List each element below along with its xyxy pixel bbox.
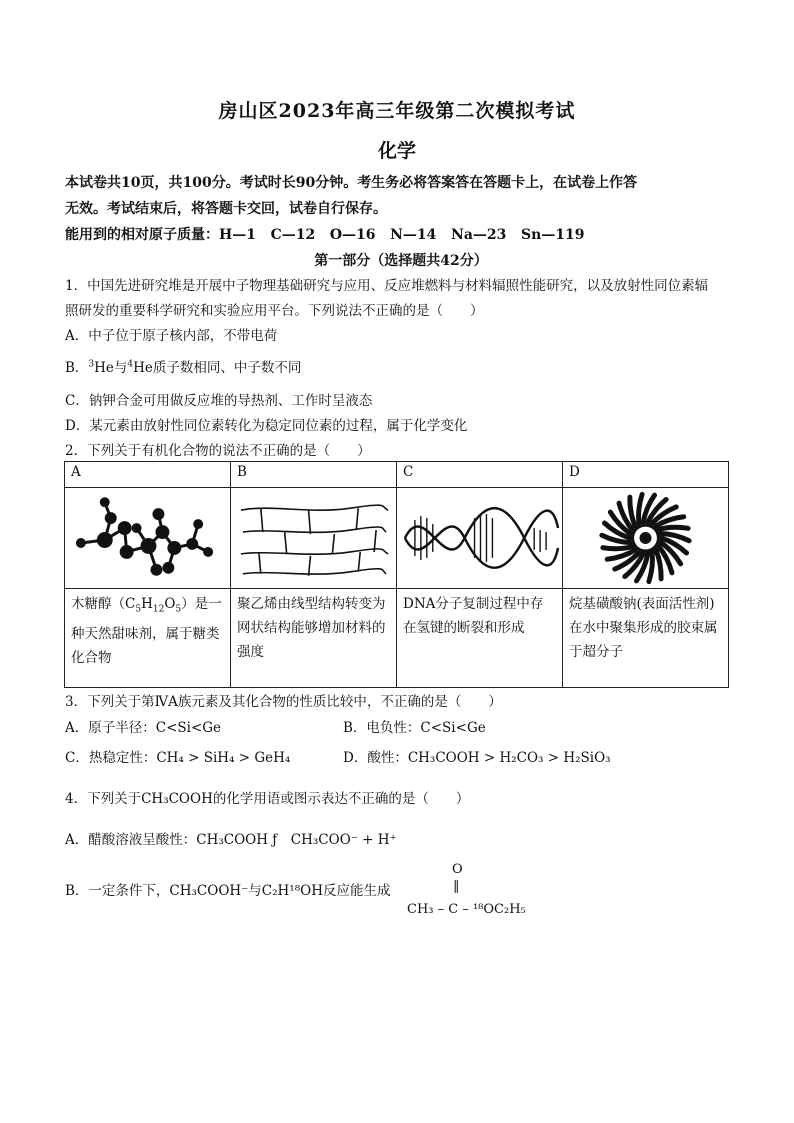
q1-b-prefix: B．: [65, 360, 89, 376]
micelle-ray: [656, 550, 661, 579]
q2-image-a: [65, 488, 231, 589]
q2-a-post: ）是一种天然甜味剂，属于糖类化合物: [71, 596, 222, 666]
q1-option-b: [65, 356, 301, 376]
q3-option-d: D．酸性：CH₃COOH > H₂CO₃ > H₂SiO₃: [343, 750, 611, 766]
q2-a-pre: 木糖醇（C: [71, 596, 136, 612]
exam-subject: 化学: [377, 140, 416, 162]
dna-helix-icon: [397, 488, 562, 588]
q2-text-c: DNA分子复制过程中存在氢键的断裂和形成: [397, 589, 563, 688]
q2-header-d: D: [563, 462, 729, 488]
q4-struct-oxygen: O: [452, 862, 463, 877]
micelle-ray: [603, 547, 632, 549]
q1-option-c: C．钠钾合金可用做反应堆的导热剂、工作时呈液态: [65, 393, 373, 409]
q3-stem: 3．下列关于第ⅣA族元素及其化合物的性质比较中，不正确的是（ ）: [65, 694, 502, 710]
instructions-line-1: 本试卷共10页，共100分。考试时长90分钟。考生务必将答案答在答题卡上，在试卷上作答: [65, 175, 638, 191]
q2-image-d: [563, 488, 729, 589]
micelle-ray: [659, 527, 688, 529]
micelle-icon: [563, 488, 728, 588]
q2-a-sub-1: 5: [135, 604, 142, 615]
q4-stem: 4．下列关于CH₃COOH的化学用语或图示表达不正确的是（ ）: [65, 791, 470, 807]
q2-image-c: [397, 488, 563, 589]
q2-stem: 2．下列关于有机化合物的说法不正确的是（ ）: [65, 443, 371, 459]
q4-struct-chain: CH₃ – C – ¹⁸OC₂H₅: [407, 902, 526, 917]
q2-a-sub-3: 5: [175, 604, 182, 615]
q1-b-rest: He质子数相同、中子数不同: [133, 360, 302, 376]
q3-option-a: A．原子半径：C<Si<Ge: [65, 720, 222, 736]
q2-text-a: [65, 589, 231, 688]
q1-b-sup-2: 4: [127, 359, 134, 370]
micelle-ray: [630, 497, 635, 526]
instructions-line-2: 无效。考试结束后，将答题卡交回，试卷自行保存。: [65, 201, 387, 217]
q2-a-o: O: [164, 596, 176, 612]
q1-stem-line-1: 1．中国先进研究堆是开展中子物理基础研究与应用、反应堆燃料与材料辐照性能研究，以及放射性同位素辐: [65, 278, 709, 294]
q3-option-b: B．电负性：C<Si<Ge: [343, 720, 486, 736]
q2-header-b: B: [231, 462, 397, 488]
q1-stem-line-2: 照研发的重要科学研究和实验应用平台。下列说法不正确的是（ ）: [65, 303, 484, 319]
xylitol-molecule-icon: [65, 488, 230, 588]
q1-option-d: D．某元素由放射性同位素转化为稳定同位素的过程，属于化学变化: [65, 418, 468, 434]
q3-option-c: C．热稳定性：CH₄ > SiH₄ > GeH₄: [65, 750, 291, 766]
atomic-masses: 能用到的相对原子质量：H—1 C—12 O—16 N—14 Na—23 Sn—119: [65, 227, 585, 243]
q4-option-b: B．一定条件下，CH₃COOH⁻与C₂H¹⁸OH反应能生成: [65, 883, 391, 899]
polyethylene-network-icon: [231, 488, 396, 588]
q2-options-table: [64, 461, 729, 688]
q2-header-c: C: [397, 462, 563, 488]
part1-heading: 第一部分（选择题共42分）: [314, 253, 488, 269]
q2-text-d: 烷基磺酸钠(表面活性剂)在水中聚集形成的胶束属于超分子: [563, 589, 729, 688]
q2-a-sub-2: 12: [152, 604, 165, 615]
exam-title: 房山区2023年高三年级第二次模拟考试: [218, 100, 576, 122]
q2-header-a: A: [65, 462, 231, 488]
q1-b-sup-1: 3: [88, 359, 95, 370]
q2-image-b: [231, 488, 397, 589]
q2-a-h: H: [141, 596, 153, 612]
q1-option-a: A．中子位于原子核内部，不带电荷: [65, 328, 278, 344]
q1-b-he1: He与: [94, 360, 128, 376]
q2-text-b: 聚乙烯由线型结构转变为网状结构能够增加材料的强度: [231, 589, 397, 688]
q4-option-a: A．醋酸溶液呈酸性：CH₃COOH ƒ CH₃COO⁻ + H⁺: [65, 832, 397, 848]
q4-struct-double-bond: ‖: [453, 879, 460, 894]
